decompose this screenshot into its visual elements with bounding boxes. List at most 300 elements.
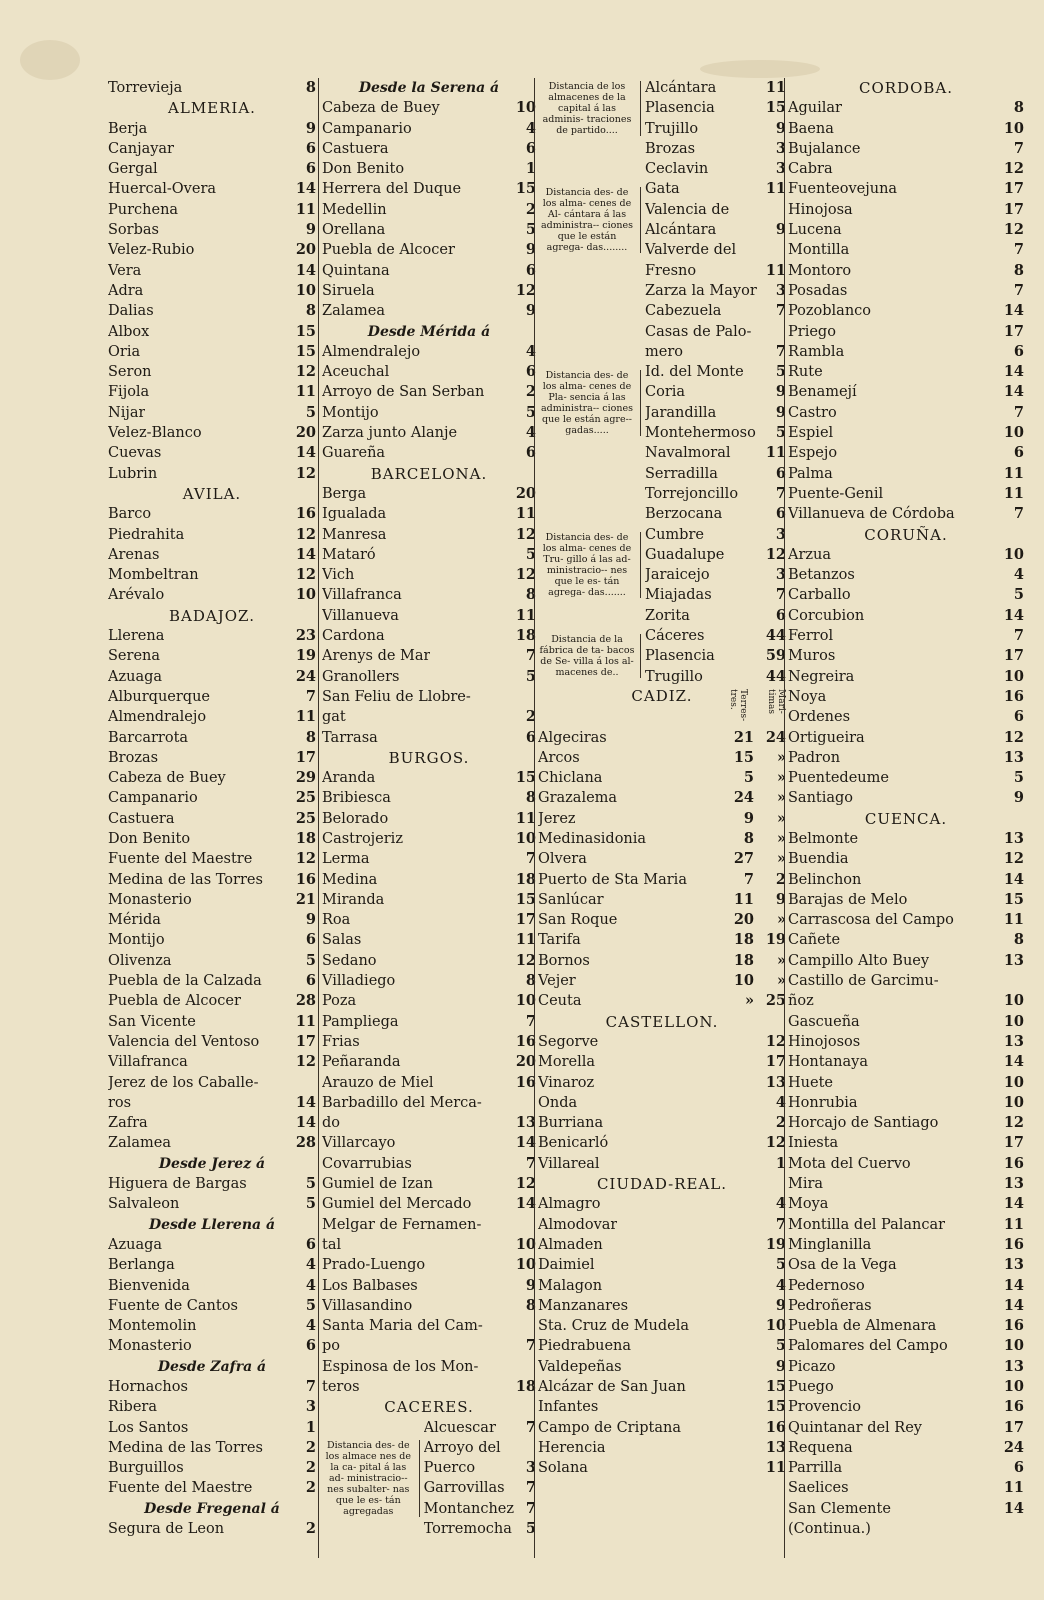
place-name: Gumiel del Mercado	[322, 1196, 472, 1213]
table-row	[788, 585, 1024, 605]
place-name: Jarandilla	[645, 404, 717, 421]
distance-value: 28	[295, 992, 316, 1010]
table-row	[788, 1478, 1024, 1498]
place-name: Puebla de Almenara	[788, 1318, 937, 1335]
place-name: Guareña	[322, 445, 386, 462]
distance-value: 13	[1003, 829, 1024, 847]
distance-value: 8	[525, 972, 536, 990]
table-row	[108, 768, 316, 788]
place-name: Trujillo	[645, 120, 699, 137]
table-row	[788, 1499, 1024, 1519]
cadiz-header	[538, 687, 786, 728]
distance-value: 14	[1003, 870, 1024, 888]
table-row	[788, 1397, 1024, 1417]
place-name: Fijola	[108, 384, 150, 401]
place-name: Miajadas	[645, 587, 712, 604]
distance-value: 10	[1003, 119, 1024, 137]
place-name: Lerma	[322, 851, 370, 868]
table-row	[322, 362, 536, 382]
table-row	[322, 809, 536, 829]
table-row	[108, 1519, 316, 1539]
sea-distance: 24	[765, 728, 786, 746]
place-name: Coria	[645, 384, 686, 401]
table-row	[322, 179, 536, 199]
distance-value: 5	[1013, 586, 1024, 604]
place-name: Alburquerque	[108, 688, 210, 705]
distance-value: 15	[295, 342, 316, 360]
distance-value: 10	[1003, 1093, 1024, 1111]
table-row	[108, 1174, 316, 1194]
place-name: Puebla de la Calzada	[108, 973, 262, 990]
table-row	[788, 707, 1024, 727]
distance-value: 11	[765, 79, 786, 96]
distance-value: 2	[305, 1479, 316, 1497]
place-name: Manzanares	[538, 1297, 629, 1314]
table-row	[538, 1296, 786, 1316]
distance-value: 17	[1003, 1134, 1024, 1152]
place-name: Oria	[108, 343, 141, 360]
place-name: Medinasidonia	[538, 830, 647, 847]
distance-value: 8	[1013, 261, 1024, 279]
place-name: Valencia de	[645, 201, 730, 218]
distance-value: 9	[525, 302, 536, 320]
distance-value: 17	[1003, 200, 1024, 218]
place-name: Los Santos	[108, 1419, 189, 1436]
place-name: Espinosa de los Mon-	[322, 1358, 479, 1375]
distance-value: 18	[295, 829, 316, 847]
place-name: Campanario	[322, 120, 412, 137]
place-name: Olvera	[538, 851, 587, 868]
distance-value: 7	[775, 342, 786, 360]
distance-value: 14	[1003, 302, 1024, 320]
table-row	[788, 1113, 1024, 1133]
distance-value: 20	[295, 241, 316, 259]
place-name: Torremocha	[423, 1521, 512, 1538]
place-name: Montilla del Palancar	[788, 1216, 946, 1233]
table-row	[108, 261, 316, 281]
distance-value: 25	[295, 809, 316, 827]
section-heading: CORDOBA.	[858, 79, 953, 97]
table-row	[322, 139, 536, 159]
distance-value: 6	[1013, 342, 1024, 360]
place-name: Tarrasa	[322, 729, 378, 746]
place-name: Ribera	[108, 1399, 157, 1416]
place-name: Sta. Cruz de Mudela	[538, 1318, 690, 1335]
place-name: Nijar	[108, 404, 146, 421]
table-row	[108, 240, 316, 260]
distance-value: 4	[525, 424, 536, 442]
table-row	[108, 1235, 316, 1255]
section-heading: ALMERIA.	[168, 99, 256, 118]
land-distance: 15	[733, 748, 754, 766]
place-name: Buendia	[788, 851, 849, 868]
place-name: Aguilar	[788, 100, 842, 117]
distance-value: 16	[1003, 687, 1024, 705]
sea-distance: »	[776, 972, 786, 990]
place-name: Montijo	[322, 404, 379, 421]
place-name: Negreira	[788, 668, 855, 685]
table-row	[322, 849, 536, 869]
sea-distance: »	[776, 829, 786, 847]
distance-group	[538, 301, 786, 504]
place-name: Bornos	[538, 952, 590, 969]
land-distance: 18	[733, 951, 754, 969]
place-name: Medellin	[322, 201, 387, 218]
table-row	[538, 1255, 786, 1275]
table-row	[108, 281, 316, 301]
place-name: Monasterio	[108, 891, 192, 908]
table-row	[322, 910, 536, 930]
sea-distance: 9	[775, 890, 786, 908]
place-name: Zarza junto Alanje	[322, 425, 458, 442]
distance-value: 23	[295, 627, 316, 645]
distance-value: 13	[1003, 1175, 1024, 1193]
place-name: po	[322, 1338, 341, 1355]
place-name: Onda	[538, 1094, 578, 1111]
distance-value: 7	[525, 1337, 536, 1355]
table-row	[538, 1397, 786, 1417]
table-row	[322, 545, 536, 565]
place-name: Arévalo	[108, 587, 165, 604]
table-row	[322, 301, 536, 321]
distance-value: 5	[525, 1520, 536, 1538]
place-name: Barbadillo del Merca-	[322, 1094, 482, 1111]
table-row	[788, 200, 1024, 220]
subheading: Desde Fregenal á	[144, 1500, 280, 1517]
distance-value: 6	[525, 363, 536, 381]
table-row	[788, 301, 1024, 321]
land-distance: 11	[733, 890, 754, 908]
land-distance: 8	[743, 829, 754, 847]
place-name: Almagro	[538, 1196, 601, 1213]
place-name: gat	[322, 709, 346, 726]
place-name: Vejer	[538, 973, 576, 990]
place-name: Puerto de Sta Maria	[538, 871, 687, 888]
place-name: Villafranca	[322, 587, 402, 604]
place-name: Montijo	[108, 932, 165, 949]
table-row	[108, 1032, 316, 1052]
place-name: Minglanilla	[788, 1236, 872, 1253]
distance-value: 7	[525, 1499, 536, 1517]
sea-label: Mari- timas	[766, 688, 786, 714]
table-row	[645, 484, 786, 504]
table-row	[645, 139, 786, 159]
place-name: Herrera del Duque	[322, 181, 462, 198]
distance-value: 7	[1013, 505, 1024, 523]
sea-distance: »	[776, 850, 786, 868]
place-name: Mombeltran	[108, 567, 199, 584]
place-name: Plasencia	[645, 648, 715, 665]
distance-value: 16	[1003, 1154, 1024, 1172]
distance-value: 12	[295, 363, 316, 381]
table-row	[645, 443, 786, 463]
table-row	[788, 1438, 1024, 1458]
distance-value: 3	[305, 1398, 316, 1416]
distance-value: 17	[1003, 180, 1024, 198]
place-name: Montehermoso	[645, 425, 756, 442]
table-row	[645, 362, 786, 382]
place-name: San Clemente	[788, 1500, 891, 1517]
place-name: Melgar de Fernamen-	[322, 1216, 482, 1233]
distance-value: 12	[515, 566, 536, 584]
table-row	[108, 159, 316, 179]
distance-value: 6	[775, 505, 786, 523]
table-row	[108, 545, 316, 565]
table-row	[538, 1276, 786, 1296]
table-row	[788, 1519, 1024, 1539]
place-name: Berzocana	[645, 506, 723, 523]
table-row	[322, 646, 536, 666]
table-row	[108, 890, 316, 910]
place-name: Canjayar	[108, 140, 174, 157]
place-name: Frias	[322, 1033, 360, 1050]
distance-value: 14	[1003, 1195, 1024, 1213]
place-name: Velez-Rubio	[108, 242, 195, 259]
subheading: Desde Llerena á	[148, 1216, 276, 1233]
table-row	[788, 423, 1024, 443]
group-note: Distancia de los almacenes de la capital á las adminis- traciones de partido....	[538, 81, 641, 136]
distance-value: 3	[775, 281, 786, 299]
place-name: Dalias	[108, 303, 154, 320]
table-row	[788, 159, 1024, 179]
distance-value: 44	[765, 667, 786, 685]
table-row	[645, 78, 786, 98]
table-row	[108, 1316, 316, 1336]
place-name: Jaraicejo	[645, 567, 710, 584]
table-row	[322, 382, 536, 402]
place-name: Cáceres	[645, 628, 705, 645]
distance-value: 19	[295, 647, 316, 665]
distance-value: 20	[295, 424, 316, 442]
group-note: Distancia des- de los almace nes de la ca- pital á las ad- ministracio-- nes subalter- nas que le es- tán agregadas	[322, 1440, 420, 1517]
distance-value: 11	[765, 261, 786, 279]
place-name: Navalmoral	[645, 445, 731, 462]
distance-value: 14	[1003, 363, 1024, 381]
table-row	[538, 870, 786, 890]
distance-value: 2	[525, 200, 536, 218]
table-row	[788, 849, 1024, 869]
section-heading: BADAJOZ.	[169, 606, 255, 625]
distance-value: 13	[515, 1114, 536, 1132]
place-name: Benicarló	[538, 1135, 609, 1152]
table-row	[322, 281, 536, 301]
table-row	[322, 829, 536, 849]
place-name: Chiclana	[538, 770, 603, 787]
group-note: Distancia des- de los alma- cenes de Al- cántara á las administra-- ciones que le están agrega- das........	[538, 187, 641, 253]
distance-value: 10	[515, 99, 536, 117]
table-row	[322, 98, 536, 118]
place-name: Ferrol	[788, 628, 834, 645]
table-row	[788, 403, 1024, 423]
distance-value: 11	[1003, 1479, 1024, 1497]
table-row	[538, 728, 786, 748]
distance-value: 16	[1003, 1398, 1024, 1416]
table-row	[788, 98, 1024, 118]
place-name: Prado-Luengo	[322, 1257, 426, 1274]
table-row	[788, 322, 1024, 342]
place-name: Fresno	[645, 262, 697, 279]
table-row	[788, 1174, 1024, 1194]
table-row	[322, 565, 536, 585]
table-row	[108, 1336, 316, 1356]
distance-value: 3	[775, 525, 786, 543]
table-row	[108, 687, 316, 707]
distance-value: 28	[295, 1134, 316, 1152]
table-row	[322, 240, 536, 260]
table-row	[788, 930, 1024, 950]
table-row	[108, 1296, 316, 1316]
distance-value: 11	[1003, 484, 1024, 502]
distance-value: 14	[295, 444, 316, 462]
distance-value: 7	[1013, 241, 1024, 259]
table-row	[538, 1052, 786, 1072]
table-row	[322, 606, 536, 626]
distance-value: 4	[525, 119, 536, 137]
place-name: Brozas	[645, 140, 696, 157]
distance-value: 9	[305, 119, 316, 137]
table-row	[322, 1235, 536, 1255]
place-name: Peñaranda	[322, 1054, 401, 1071]
place-name: Adra	[108, 282, 144, 299]
table-row	[645, 667, 786, 687]
place-name: Lucena	[788, 222, 842, 239]
table-row	[645, 626, 786, 646]
table-row	[424, 1519, 536, 1539]
place-name: Arauzo de Miel	[322, 1074, 434, 1091]
distance-value: 10	[765, 1317, 786, 1335]
place-name: Villarcayo	[322, 1135, 396, 1152]
distance-value: 16	[765, 1418, 786, 1436]
place-name: Covarrubias	[322, 1155, 412, 1172]
table-row	[788, 464, 1024, 484]
table-row	[788, 1194, 1024, 1214]
place-name: Horcajo de Santiago	[788, 1115, 939, 1132]
table-row	[108, 1478, 316, 1498]
place-name: Don Benito	[322, 161, 405, 178]
table-row	[108, 1194, 316, 1214]
table-row	[108, 1377, 316, 1397]
table-row	[322, 626, 536, 646]
distance-value: 11	[515, 505, 536, 523]
table-row	[788, 261, 1024, 281]
place-name: Aranda	[322, 770, 376, 787]
distance-value: 7	[1013, 139, 1024, 157]
section-heading: CASTELLON.	[605, 1012, 719, 1031]
distance-value: 17	[295, 1032, 316, 1050]
table-row	[322, 667, 536, 687]
table-row	[645, 525, 786, 545]
distance-value: 9	[305, 221, 316, 239]
table-row	[788, 342, 1024, 362]
place-name: Puente-Genil	[788, 485, 884, 502]
place-name: Pampliega	[322, 1013, 399, 1030]
distance-value: 5	[775, 424, 786, 442]
place-name: Azuaga	[108, 668, 163, 685]
place-name: Segorve	[538, 1033, 599, 1050]
distance-value: 9	[525, 1276, 536, 1294]
place-name: Parrilla	[788, 1460, 843, 1477]
distance-value: 15	[295, 322, 316, 340]
table-row	[424, 1499, 536, 1519]
place-name: Manresa	[322, 526, 387, 543]
subheading: Desde la Serena á	[358, 80, 500, 96]
table-row	[108, 788, 316, 808]
place-name: Santiago	[788, 790, 854, 807]
distance-value: 11	[295, 383, 316, 401]
table-row	[322, 1276, 536, 1296]
table-row	[424, 1478, 536, 1498]
place-name: Medina	[322, 871, 378, 888]
table-row	[538, 910, 786, 930]
table-row	[788, 748, 1024, 768]
distance-value: 5	[775, 1337, 786, 1355]
place-name: Alcuescar	[423, 1419, 496, 1436]
distance-value: 16	[295, 870, 316, 888]
distance-value: 14	[295, 180, 316, 198]
table-row	[538, 849, 786, 869]
place-name: Almaden	[538, 1236, 603, 1253]
distance-value: 14	[295, 1114, 316, 1132]
distance-value: 6	[305, 931, 316, 949]
place-name: Gergal	[108, 161, 158, 178]
place-name: Mérida	[108, 912, 161, 929]
place-name: Don Benito	[108, 830, 191, 847]
table-row	[322, 707, 536, 727]
distance-value: 2	[305, 1459, 316, 1477]
land-distance: »	[744, 992, 754, 1010]
distance-value: 9	[775, 403, 786, 421]
table-row	[108, 464, 316, 484]
table-row	[322, 687, 536, 707]
place-name: Garrovillas	[423, 1480, 505, 1497]
place-name: Pedernoso	[788, 1277, 865, 1294]
distance-value: 4	[775, 1093, 786, 1111]
table-row	[645, 281, 786, 301]
distance-value: 11	[1003, 464, 1024, 482]
table-row	[322, 890, 536, 910]
place-name: Muros	[788, 648, 836, 665]
table-row	[538, 1215, 786, 1235]
distance-value: 4	[525, 342, 536, 360]
distance-value: 4	[775, 1195, 786, 1213]
table-row	[788, 1052, 1024, 1072]
place-name: Llerena	[108, 628, 165, 645]
place-name: Villafranca	[108, 1054, 188, 1071]
place-name: Saelices	[788, 1480, 849, 1497]
place-name: Siruela	[322, 282, 375, 299]
place-name: Salas	[322, 932, 362, 949]
table-row	[788, 870, 1024, 890]
table-row	[645, 585, 786, 605]
place-name: Castillo de Garcimu-	[788, 973, 939, 990]
table-row	[788, 788, 1024, 808]
distance-value: 14	[295, 1093, 316, 1111]
table-row	[108, 829, 316, 849]
distance-value: 5	[525, 403, 536, 421]
place-name: Noya	[788, 688, 827, 705]
table-row	[788, 504, 1024, 524]
distance-value: 5	[305, 1195, 316, 1213]
place-name: Olivenza	[108, 952, 172, 969]
place-name: Miranda	[322, 891, 385, 908]
distance-value: 6	[775, 606, 786, 624]
distance-value: 2	[525, 708, 536, 726]
distance-group	[538, 139, 786, 301]
place-name: Pozoblanco	[788, 303, 872, 320]
table-row	[322, 504, 536, 524]
distance-value: 17	[1003, 1418, 1024, 1436]
table-row	[645, 322, 786, 342]
